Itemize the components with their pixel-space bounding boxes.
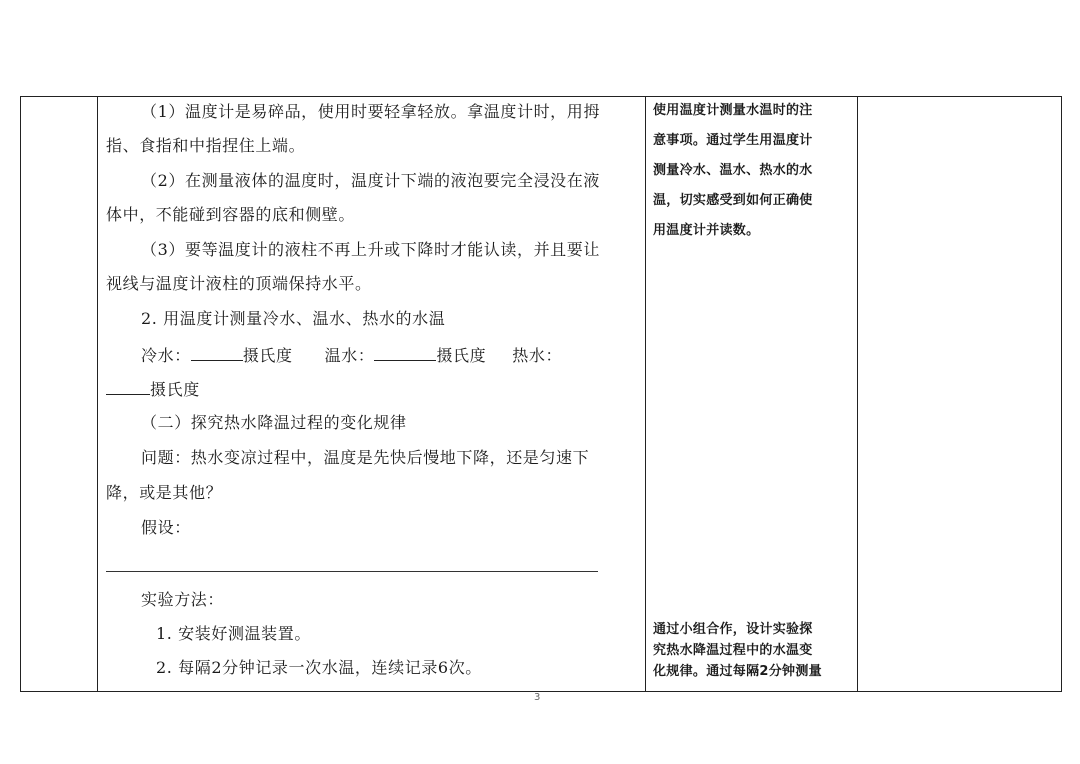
hot-water-blank	[106, 378, 150, 395]
page-number: 3	[534, 692, 541, 703]
method-step: 2. 每隔2分钟记录一次水温，连续记录6次。	[156, 658, 482, 677]
column-divider	[857, 97, 858, 691]
text-line: 体中，不能碰到容器的底和侧壁。	[106, 205, 356, 224]
column-divider	[645, 97, 646, 691]
hypothesis-label: 假设：	[141, 518, 191, 537]
text-line: （2）在测量液体的温度时，温度计下端的液泡要完全浸没在液	[141, 171, 600, 190]
section-heading: （二）探究热水降温过程的变化规律	[141, 413, 407, 432]
text-line: 指、食指和中指捏住上端。	[106, 136, 306, 155]
design-intent-note	[653, 96, 853, 246]
cold-water-label: 冷水：	[141, 346, 191, 365]
note-line: 温，切实感受到如何正确使	[653, 193, 813, 208]
lesson-plan-table	[20, 96, 1062, 692]
design-intent-note	[653, 619, 853, 682]
text-line: （1）温度计是易碎品，使用时要轻拿轻放。拿温度计时，用拇	[141, 102, 600, 121]
warm-water-blank	[374, 344, 436, 361]
text-line: 2. 用温度计测量冷水、温水、热水的水温	[141, 309, 446, 328]
note-line: 使用温度计测量水温时的注	[653, 103, 813, 118]
unit-label: 摄氏度	[242, 346, 293, 365]
temperature-row	[141, 344, 562, 366]
text-line: 视线与温度计液柱的顶端保持水平。	[106, 274, 372, 293]
note-line: 测量冷水、温水、热水的水	[653, 163, 813, 178]
note-line: 化规律。通过每隔2分钟测量	[653, 664, 822, 679]
note-line: 意事项。通过学生用温度计	[653, 133, 813, 148]
cold-water-blank	[191, 344, 243, 361]
text-line: 降，或是其他？	[106, 483, 223, 502]
method-step: 1. 安装好测温装置。	[156, 624, 311, 643]
unit-label: 摄氏度	[150, 380, 200, 399]
warm-water-label: 温水：	[324, 346, 375, 365]
hypothesis-answer-line	[106, 571, 598, 572]
temperature-row-continued	[106, 378, 200, 400]
hot-water-label: 热水：	[512, 346, 563, 365]
method-label: 实验方法：	[141, 590, 225, 609]
note-line: 用温度计并读数。	[653, 223, 760, 238]
text-line: （3）要等温度计的液柱不再上升或下降时才能认读，并且要让	[141, 240, 600, 259]
note-line: 通过小组合作，设计实验探	[653, 622, 813, 637]
unit-label: 摄氏度	[436, 346, 487, 365]
text-line: 问题：热水变凉过程中，温度是先快后慢地下降，还是匀速下	[141, 448, 590, 467]
note-line: 究热水降温过程中的水温变	[653, 643, 813, 658]
teaching-content-cell	[98, 97, 645, 691]
